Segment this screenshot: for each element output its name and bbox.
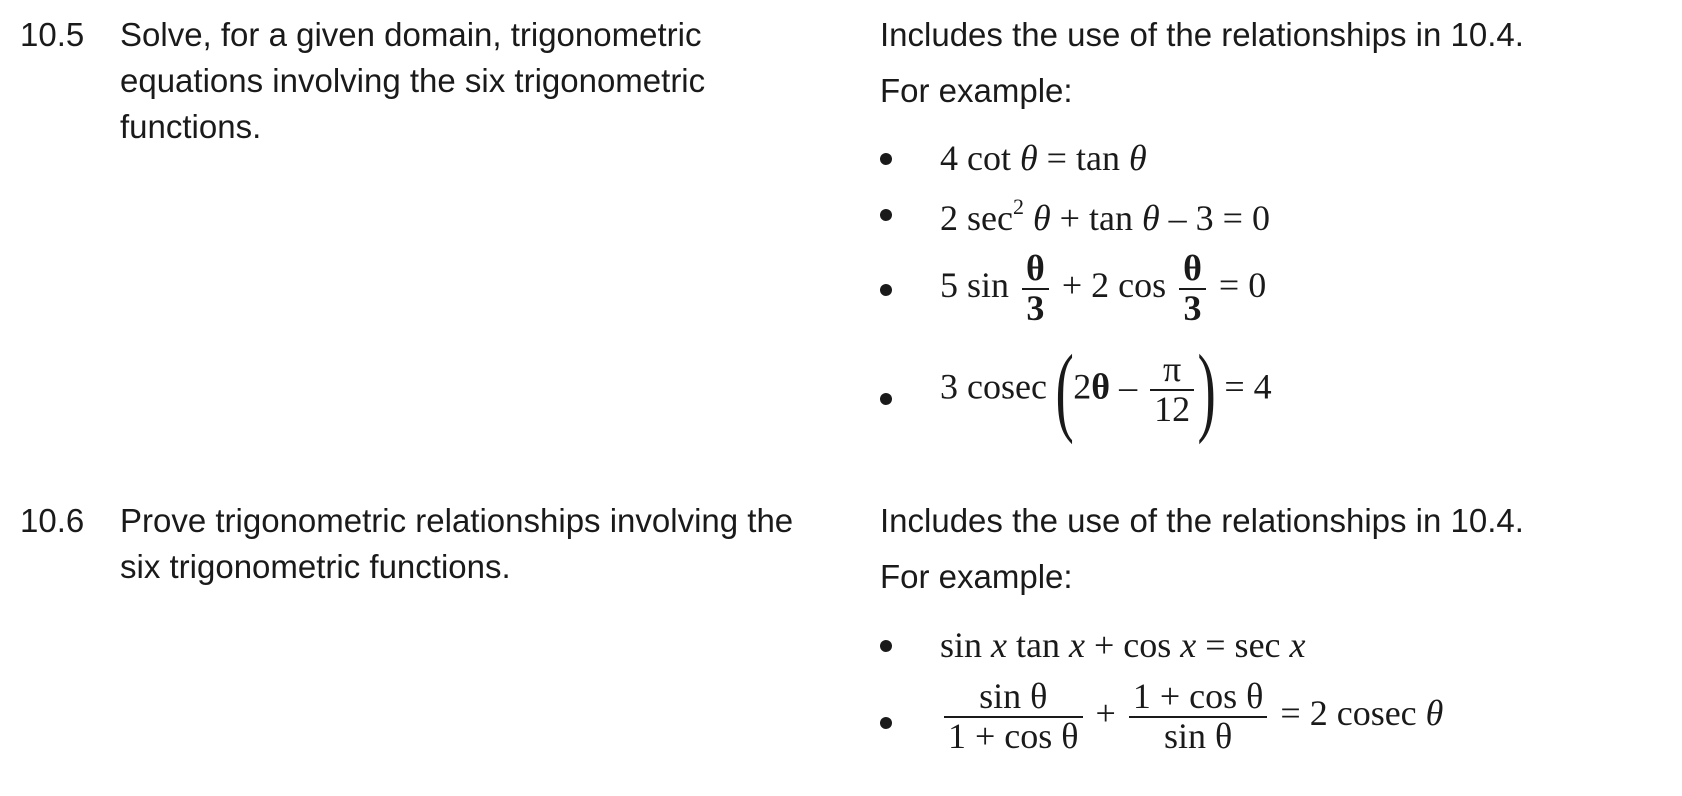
guidance-text: Includes the use of the relationships in 10.4. For example: (880, 16, 1524, 109)
section-description: Solve, for a given domain, trigonometric equations involving the six trigonometric functions. (120, 16, 706, 145)
example-equation: 4 cot θ = tan θ (940, 138, 1147, 178)
example-equation: 2 $\sec^2 \theta + \tan \theta - 3 = 0$ (940, 194, 1270, 238)
example-equation: sin x tan x + cos x = sec x (940, 625, 1306, 665)
section-number: 10.6 (20, 502, 85, 539)
bullet (880, 153, 892, 165)
guidance-text: Includes the use of the relationships in 10.4. For example: (880, 502, 1524, 595)
example-equation: $\frac{\text{sin θ}}{\text{1 + cos θ}}$ + $\frac{\text{1 + cos θ}}{\text{sin θ}}$ = 2 cosec θ (940, 678, 1443, 756)
fraction: $\frac{\text{sin θ}}{\text{1 + cos θ}}$ (944, 678, 1083, 756)
bullet (880, 717, 892, 729)
fraction: $\frac{\theta}{3}$ (1179, 250, 1206, 328)
fraction: $\frac{\text{1 + cos θ}}{\text{sin θ}}$ (1129, 678, 1268, 756)
example-equation: 5 sin $\frac{\theta}{3}$ + 2 cos $\frac{\theta}{3}$ = 0 (940, 248, 1267, 328)
bullet (880, 284, 892, 296)
bullet (880, 209, 892, 221)
fraction: $\frac{\theta}{3}$ (1022, 250, 1049, 328)
fraction: $\frac{\pi}{12}$ (1150, 351, 1194, 429)
bullet (880, 640, 892, 652)
section-description: Prove trigonometric relationships involving the six trigonometric functions. (120, 502, 794, 585)
bullet (880, 393, 892, 405)
example-equation: 3 cosec (2θ – $\frac{\pi}{12}$ ) = 4 (940, 334, 1272, 445)
section-number: 10.5 (20, 16, 85, 53)
